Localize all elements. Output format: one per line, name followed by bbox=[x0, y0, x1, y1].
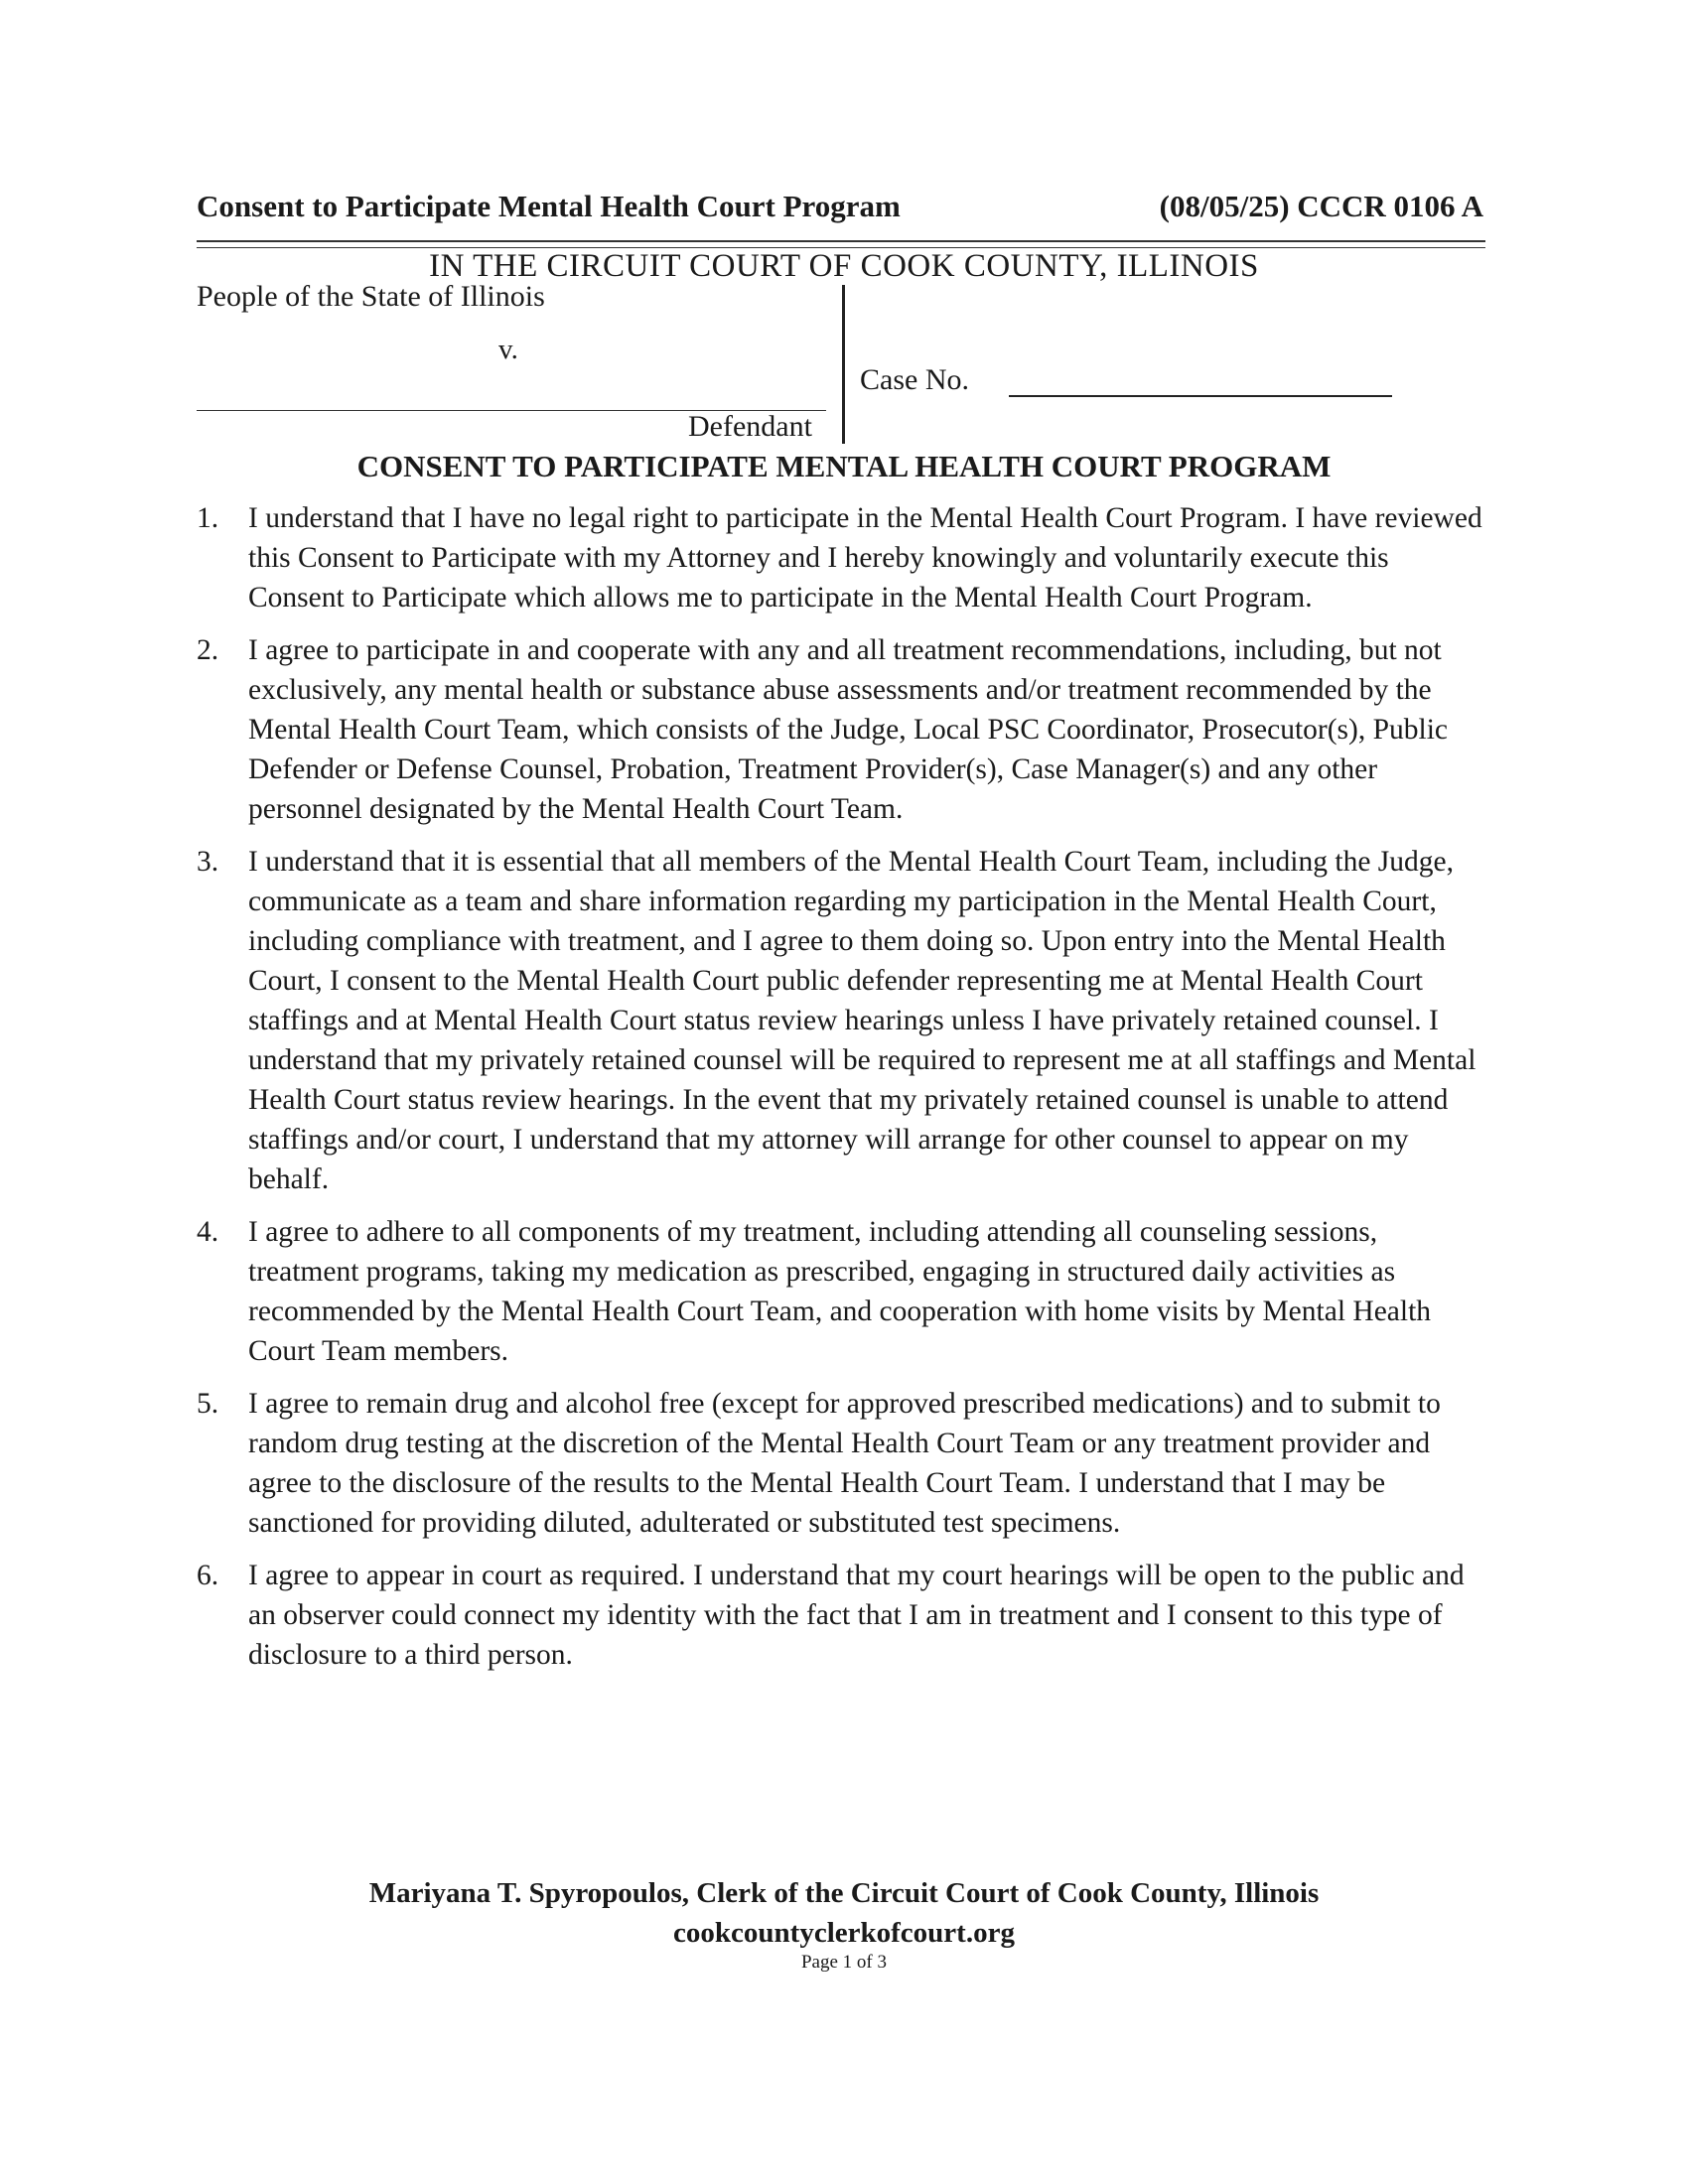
list-item bbox=[197, 1212, 1487, 1371]
item-number: 3. bbox=[197, 846, 219, 878]
item-text: I understand that I have no legal right to participate in the Mental Health Court Program. I have reviewed this Consent to Participate with my Attorney and I hereby knowingly and voluntarily execute this Consent to Participate which allows me to participate in the Mental Health Court Program. bbox=[248, 502, 1482, 614]
item-number: 4. bbox=[197, 1216, 219, 1248]
case-no-field[interactable] bbox=[1009, 395, 1392, 397]
item-number: 5. bbox=[197, 1388, 219, 1420]
list-item bbox=[197, 1556, 1487, 1675]
caption-defendant-label: Defendant bbox=[688, 410, 812, 443]
list-item bbox=[197, 498, 1487, 617]
case-no-label: Case No. bbox=[860, 363, 969, 396]
item-number: 6. bbox=[197, 1560, 219, 1591]
document-title: CONSENT TO PARTICIPATE MENTAL HEALTH COURT PROGRAM bbox=[356, 449, 1332, 483]
caption-versus: v. bbox=[498, 334, 518, 365]
item-text: I agree to remain drug and alcohol free (except for approved prescribed medications) and to submit to random drug testing at the discretion of the Mental Health Court Team or any treatment provider and agree to the disclosure of the results to the Mental Health Court Team. I understand that I may be sanctioned for providing diluted, adulterated or substituted test specimens. bbox=[248, 1388, 1441, 1539]
consent-items-list bbox=[197, 498, 1487, 1688]
item-text: I understand that it is essential that all members of the Mental Health Court Team, including the Judge, communicate as a team and share information regarding my participation in the Mental Health Court, including compliance with treatment, and I agree to them doing so. Upon entry into the Mental Health Court, I consent to the Mental Health Court public defender representing me at Mental Health Court staffings and at Mental Health Court status review hearings unless I have privately retained counsel. I understand that my privately retained counsel will be required to represent me at all staffings and Mental Health Court status review hearings. In the event that my privately retained counsel is unable to attend staffings and/or court, I understand that my attorney will arrange for other counsel to appear on my behalf. bbox=[248, 846, 1477, 1195]
list-item bbox=[197, 842, 1487, 1199]
item-text: I agree to adhere to all components of my treatment, including attending all counseling sessions, treatment programs, taking my medication as prescribed, engaging in structured daily activities as recommended by the Mental Health Court Team, and cooperation with home visits by Mental Health Court Team members. bbox=[248, 1216, 1432, 1367]
form-code: (08/05/25) CCCR 0106 A bbox=[1159, 189, 1483, 223]
caption-divider bbox=[842, 285, 845, 444]
caption-plaintiff: People of the State of Illinois bbox=[197, 280, 545, 313]
item-number: 2. bbox=[197, 634, 219, 666]
item-number: 1. bbox=[197, 502, 219, 534]
form-title: Consent to Participate Mental Health Court Program bbox=[197, 189, 901, 223]
item-text: I agree to appear in court as required. I understand that my court hearings will be open to the public and an observer could connect my identity with the fact that I am in treatment and I consent to this type of disclosure to a third person. bbox=[248, 1560, 1465, 1671]
header-divider bbox=[197, 240, 1485, 248]
footer bbox=[0, 1873, 1688, 1953]
court-title: IN THE CIRCUIT COURT OF COOK COUNTY, ILLINOIS bbox=[429, 248, 1259, 284]
clerk-name: Mariyana T. Spyropoulos, Clerk of the Circuit Court of Cook County, Illinois bbox=[368, 1877, 1320, 1909]
clerk-website-link[interactable]: cookcountyclerkofcourt.org bbox=[673, 1917, 1015, 1949]
list-item bbox=[197, 630, 1487, 829]
form-header bbox=[197, 189, 1483, 228]
page-number: Page 1 of 3 bbox=[800, 1952, 887, 1973]
list-item bbox=[197, 1384, 1487, 1543]
item-text: I agree to participate in and cooperate with any and all treatment recommendations, including, but not exclusively, any mental health or substance abuse assessments and/or treatment recommended by the Mental Health Court Team, which consists of the Judge, Local PSC Coordinator, Prosecutor(s), Public Defender or Defense Counsel, Probation, Treatment Provider(s), Case Manager(s) and any other personnel designated by the Mental Health Court Team. bbox=[248, 634, 1448, 825]
